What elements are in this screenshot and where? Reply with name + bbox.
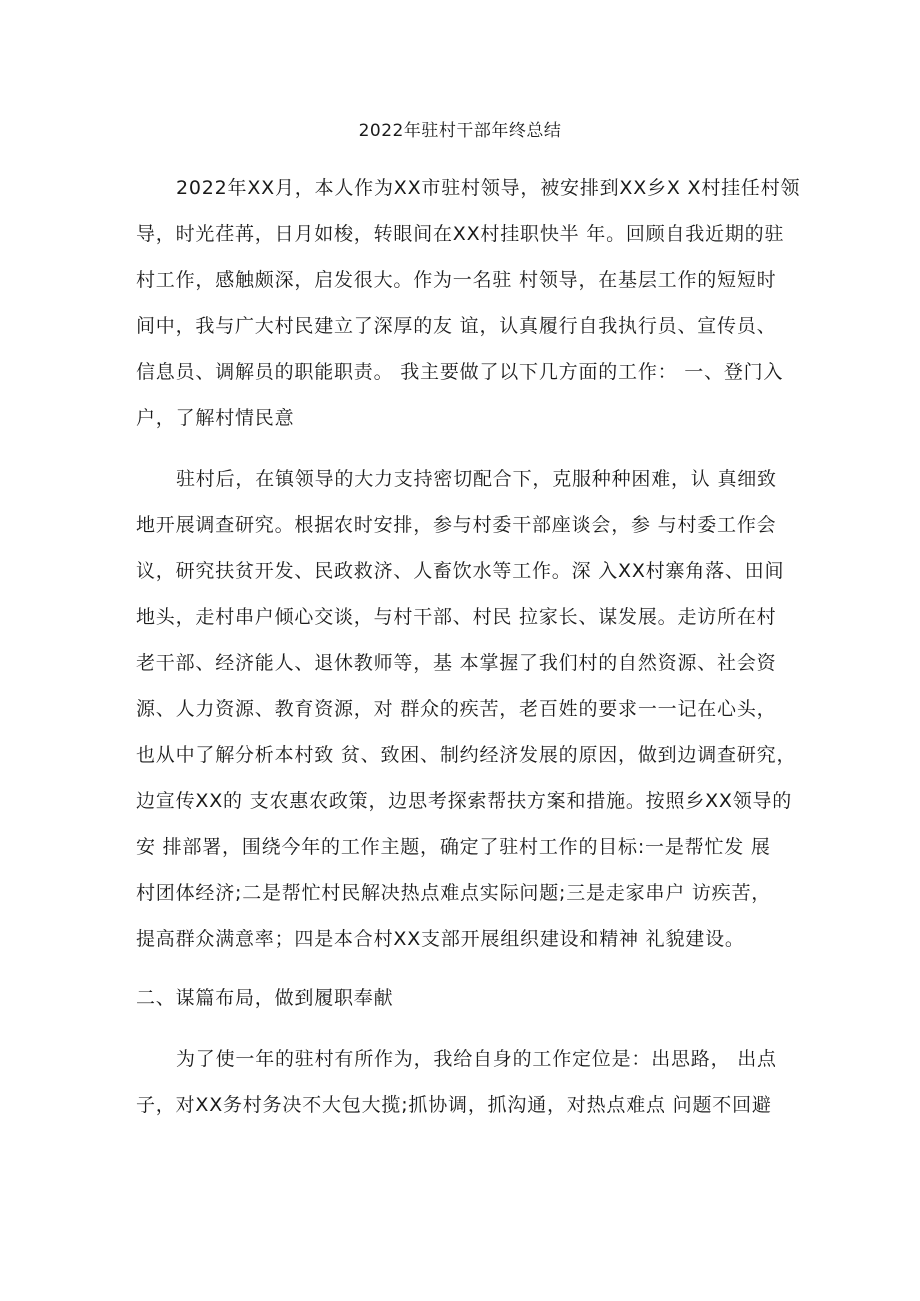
text-line-1: 2022年XX月，本人作为XX市驻村领导，被安排到XX乡X X村挂任村领 [176,177,801,199]
text-line-20: 子，对XX务村务决不大包大揽;抓协调，抓沟通，对热点难点 问题不回避 [136,1094,772,1116]
document-title: 2022年驻村干部年终总结 [358,121,562,141]
section-heading-2: 二、谋篇布局，做到履职奉献 [136,987,394,1009]
text-line-13: 也从中了解分析本村致 贫、致困、制约经济发展的原因，做到边调查研究， [136,744,797,766]
text-line-9: 议，研究扶贫开发、民政救济、人畜饮水等工作。深 入XX村寨角落、田间 [136,560,785,582]
text-line-7: 驻村后，在镇领导的大力支持密切配合下，克服种种困难，认 真细致 [176,468,777,490]
text-line-11: 老干部、经济能人、退休教师等，基 本掌握了我们村的自然资源、社会资 [136,652,777,674]
text-line-14: 边宣传XX的 支农惠农政策，边思考探索帮扶方案和措施。按照乡XX领导的 [136,790,793,812]
text-line-12: 源、人力资源、教育资源，对 群众的疾苦，老百姓的要求一一记在心头， [136,698,777,720]
text-line-3: 村工作，感触颇深，启发很大。作为一名驻 村领导，在基层工作的短短时 [136,269,777,291]
text-line-16: 村团体经济;二是帮忙村民解决热点难点实际问题;三是走家串户 访疾苦， [136,882,772,904]
text-line-4: 间中，我与广大村民建立了深厚的友 谊，认真履行自我执行员、宣传员、 [136,315,777,337]
text-line-10: 地头，走村串户倾心交谈，与村干部、村民 拉家长、谋发展。走访所在村 [136,606,777,628]
text-line-19: 为了使一年的驻村有所作为，我给自身的工作定位是：出思路， 出点 [176,1048,777,1070]
text-line-17: 提高群众满意率；四是本合村XX支部开展组织建设和精神 礼貌建设。 [136,928,745,950]
text-line-6: 户，了解村情民意 [136,407,295,429]
text-line-5: 信息员、调解员的职能职责。 我主要做了以下几方面的工作： 一、登门入 [136,361,784,383]
text-line-15: 安 排部署，围绕今年的工作主题，确定了驻村工作的目标:一是帮忙发 展 [136,836,771,858]
text-line-2: 导，时光荏苒，日月如梭，转眼间在XX村挂职快半 年。回顾自我近期的驻 [136,223,785,245]
text-line-8: 地开展调查研究。根据农时安排，参与村委干部座谈会，参 与村委工作会 [136,514,777,536]
